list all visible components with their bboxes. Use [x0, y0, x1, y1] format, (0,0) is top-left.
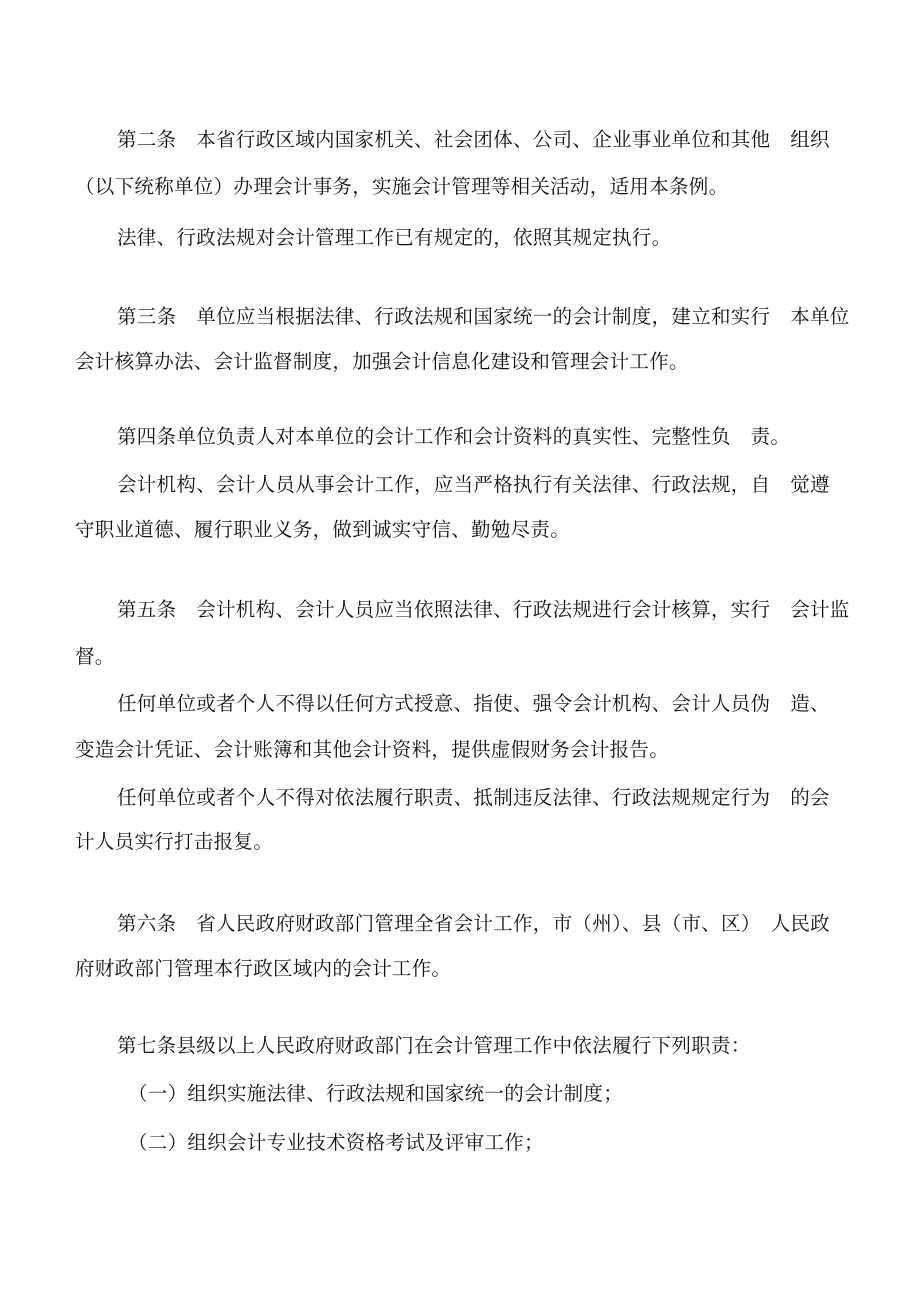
article-3-line-2: 会计核算办法、会计监督制度，加强会计信息化建设和管理会计工作。: [75, 350, 689, 373]
article-5-paragraph-3-line-1: 任何单位或者个人不得对依法履行职责、抵制违反法律、行政法规规定行为 的会: [117, 786, 830, 809]
article-3-line-1: 第三条 单位应当根据法律、行政法规和国家统一的会计制度，建立和实行 本单位: [117, 305, 850, 328]
article-5-paragraph-3-line-2: 计人员实行打击报复。: [75, 830, 274, 853]
article-5-paragraph-2-line-2: 变造会计凭证、会计账簿和其他会计资料，提供虚假财务会计报告。: [75, 738, 670, 761]
article-7-line-1: 第七条县级以上人民政府财政部门在会计管理工作中依法履行下列职责：: [117, 1034, 751, 1057]
article-6-line-1: 第六条 省人民政府财政部门管理全省会计工作，市（州）、县（市、区） 人民政: [117, 912, 831, 935]
article-5-line-1: 第五条 会计机构、会计人员应当依照法律、行政法规进行会计核算，实行 会计监: [117, 598, 850, 621]
article-2-paragraph-2: 法律、行政法规对会计管理工作已有规定的，依照其规定执行。: [117, 226, 672, 249]
article-4-line-1: 第四条单位负责人对本单位的会计工作和会计资料的真实性、完整性负 责。: [117, 425, 791, 448]
article-2-line-2: （以下统称单位）办理会计事务，实施会计管理等相关活动，适用本条例。: [75, 175, 729, 198]
article-4-paragraph-2-line-2: 守职业道德、履行职业义务，做到诚实守信、勤勉尽责。: [75, 518, 571, 541]
article-7-item-1: （一）组织实施法律、行政法规和国家统一的会计制度；: [128, 1082, 624, 1105]
article-5-line-2: 督。: [75, 645, 115, 668]
article-5-paragraph-2-line-1: 任何单位或者个人不得以任何方式授意、指使、强令会计机构、会计人员伪 造、: [117, 692, 830, 715]
article-4-paragraph-2-line-1: 会计机构、会计人员从事会计工作，应当严格执行有关法律、行政法规，自 觉遵: [117, 473, 830, 496]
article-2-line-1: 第二条 本省行政区域内国家机关、社会团体、公司、企业事业单位和其他 组织: [117, 128, 830, 151]
article-6-line-2: 府财政部门管理本行政区域内的会计工作。: [75, 957, 452, 980]
article-7-item-2: （二）组织会计专业技术资格考试及评审工作；: [128, 1131, 544, 1154]
